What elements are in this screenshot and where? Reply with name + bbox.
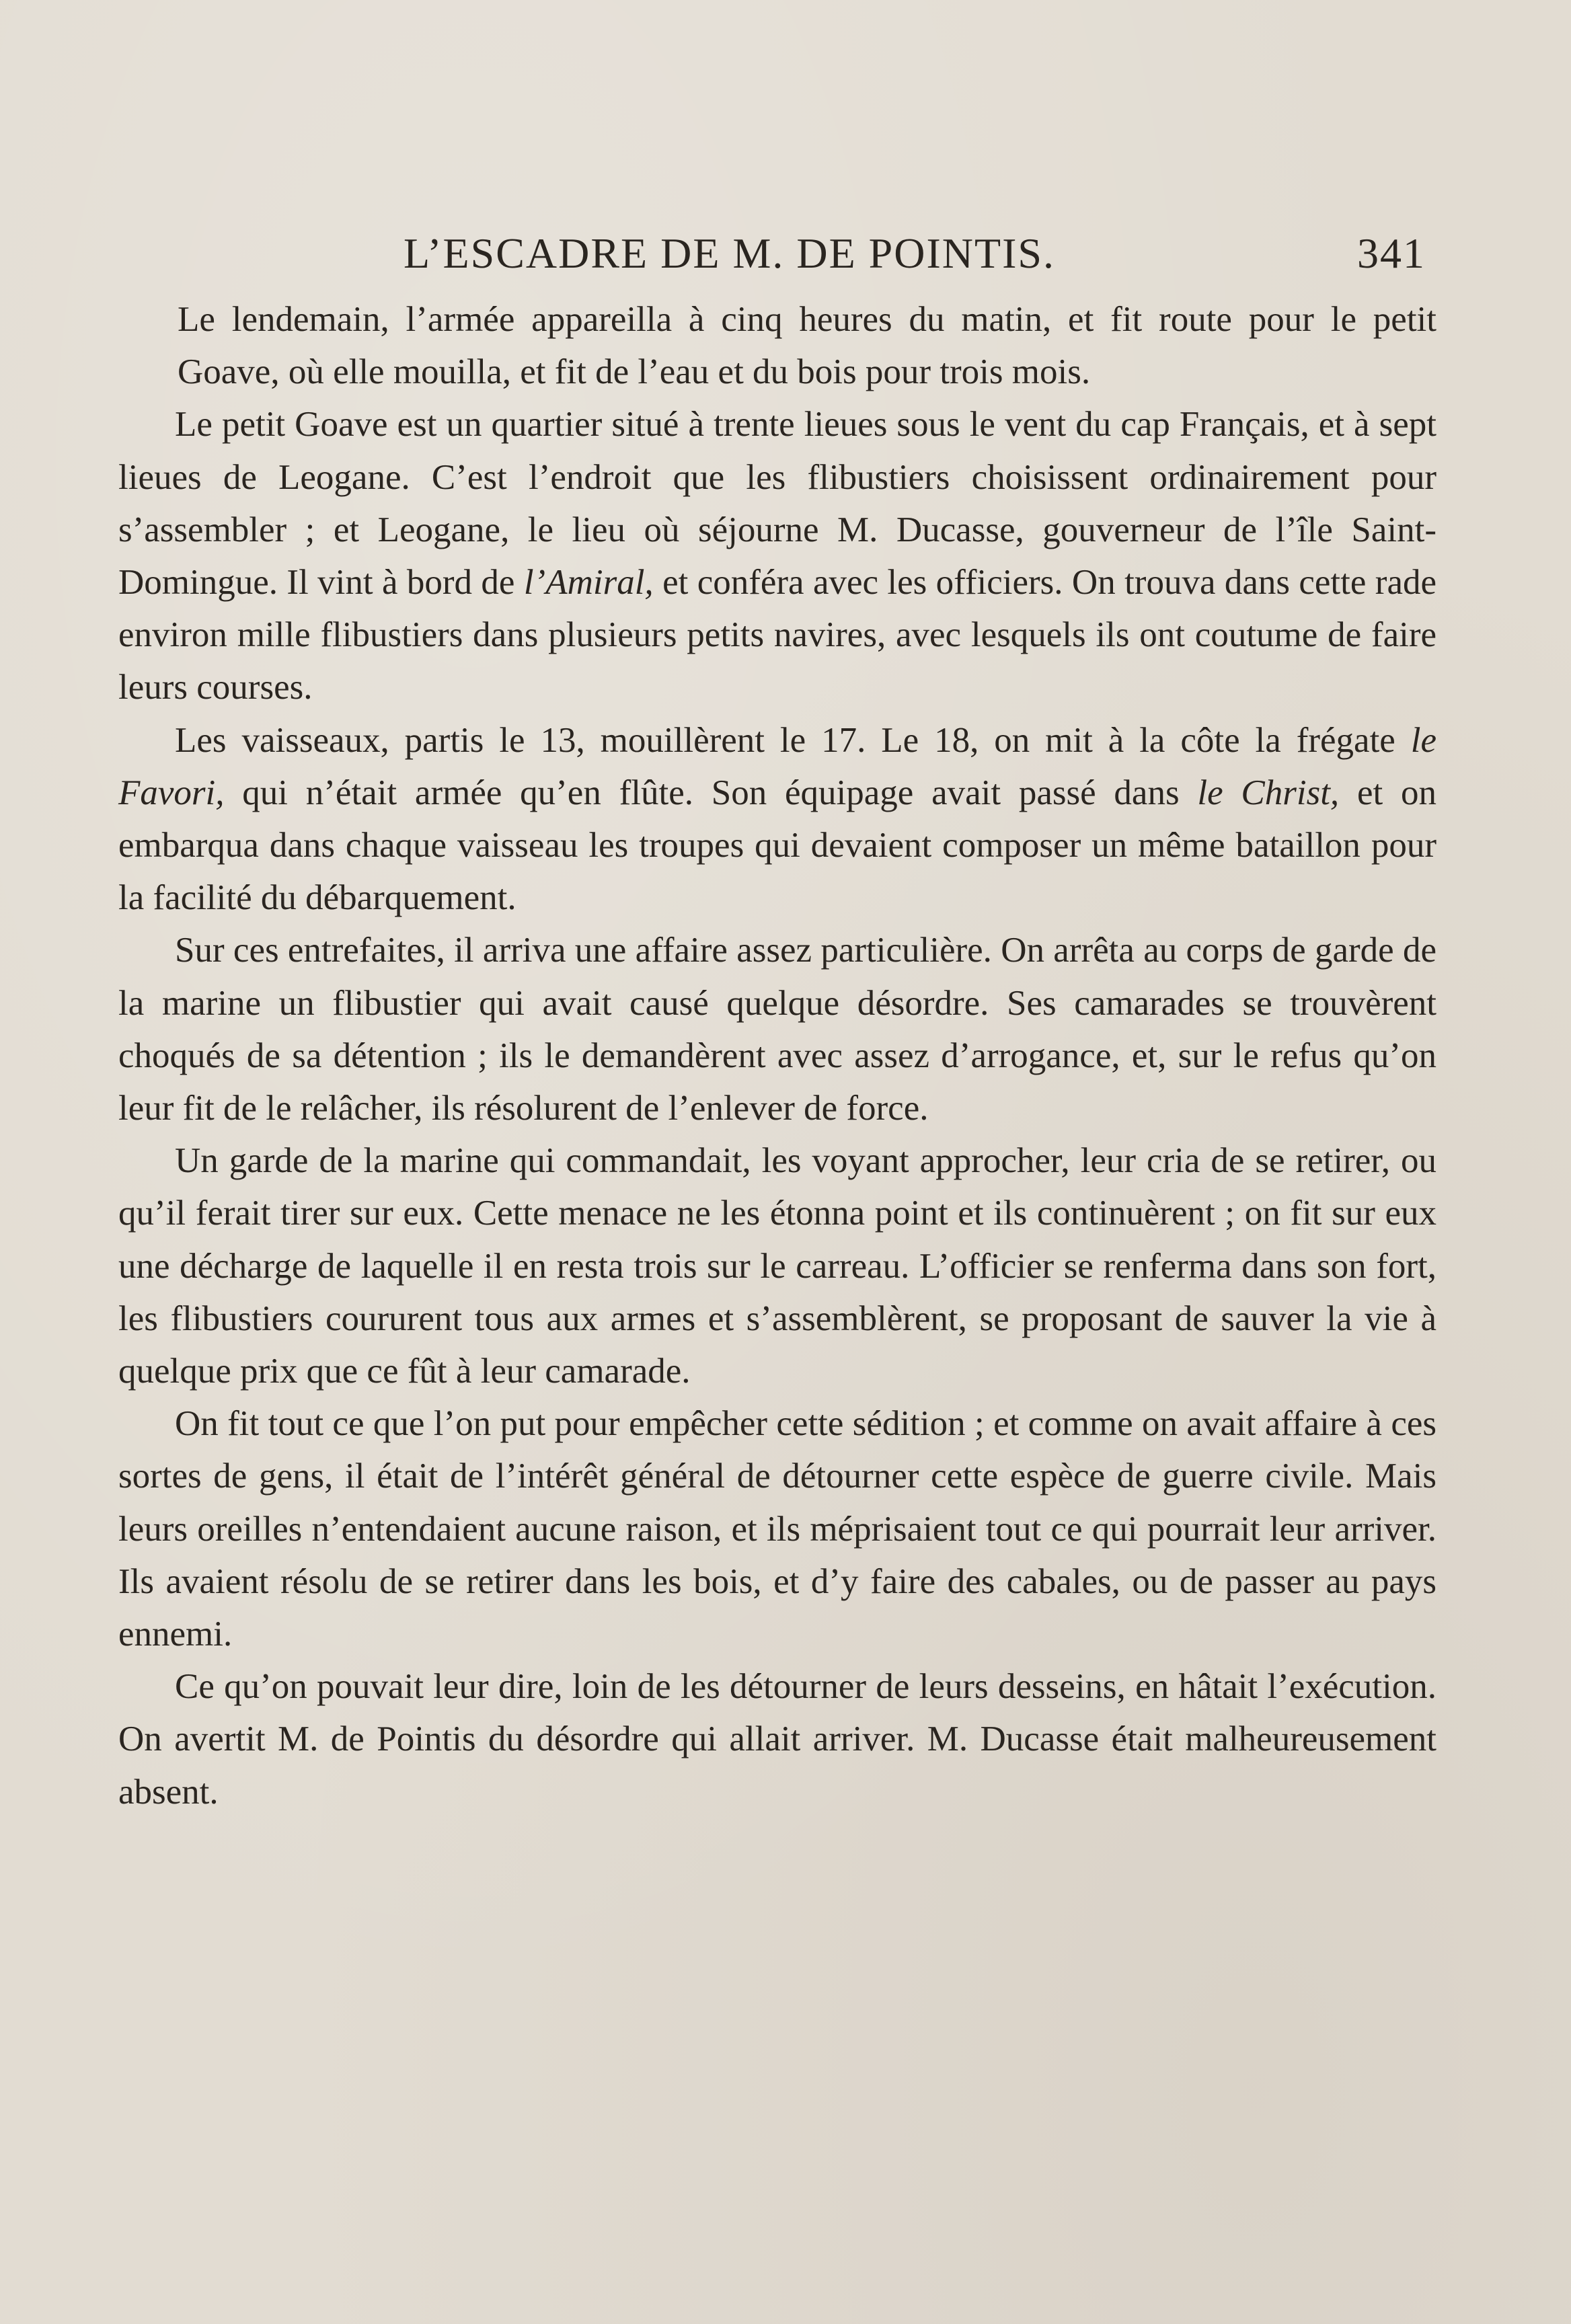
paragraph-6: On fit tout ce que l’on put pour empêcher cette sédition ; et comme on avait affaire à ces sortes de gens, il était de l’intérêt général de détourner cette espèce de guerre civile. Mais leurs oreilles n’entendaient aucune raison, et ils méprisaient tout ce qui pourrait leur arriver. Ils avaient résolu de se retirer dans les bois, et d’y faire des cabales, ou de passer au pays ennemi. (118, 1404, 1436, 1654)
running-header (404, 229, 1426, 289)
paragraph-2-italic: l’Amiral, (523, 563, 654, 603)
paragraph-1: Le lendemain, l’armée appareilla à cinq heures du matin, et fit route pour le petit Goave, où elle mouilla, et fit de l’eau et du bois pour trois mois. (178, 300, 1436, 392)
paragraph-3 (118, 714, 1436, 925)
paragraph-2 (118, 398, 1436, 713)
paragraph-3-text-b: qui n’était armée qu’en flûte. Son équipage avait passé dans (224, 773, 1198, 812)
page-number: 341 (1357, 229, 1426, 277)
paragraph-3-text-a: Les vaisseaux, partis le 13, mouillèrent le 17. Le 18, on mit à la côte la frégate (175, 720, 1411, 760)
paragraph-7: Ce qu’on pouvait leur dire, loin de les détourner de leurs desseins, en hâtait l’exécution. On avertit M. de Pointis du désordre qui allait arriver. M. Ducasse était malheureusement absent. (118, 1667, 1436, 1812)
paragraph-2-text-a: Le petit Goave est un quartier situé à trente lieues sous le vent du cap Français, et à sept lieues de Leogane. C’est l’endroit que les flibustiers choisissent ordinairement pour s’assembler ; et Leogane, le lieu où séjourne M. Ducasse, gouverneur de l’île Saint-Domingue. Il vint à bord de (118, 405, 1436, 603)
paragraph-2-text-b: et conféra avec les officiers. On trouva dans cette rade environ mille flibustiers dans plusieurs petits navires, avec lesquels ils ont coutume de faire leurs courses. (118, 563, 1436, 707)
page-body (118, 293, 1436, 1818)
paragraph-3-italic-2: le Christ, (1197, 773, 1340, 812)
paragraph-3-italic-1: le Favori, (118, 720, 1436, 812)
paragraph-5: Un garde de la marine qui commandait, les voyant approcher, leur cria de se retirer, ou qu’il ferait tirer sur eux. Cette menace ne les étonna point et ils continuèrent ; on fit sur eux une décharge de laquelle il en resta trois sur le carreau. L’officier se renferma dans son fort, les flibustiers coururent tous aux armes et s’assemblèrent, se proposant de sauver la vie à quelque prix que ce fût à leur camarade. (118, 1141, 1436, 1391)
paragraph-3-text-c: et on embarqua dans chaque vaisseau les troupes qui devaient composer un même bataillon pour la facilité du débarquement. (118, 773, 1436, 918)
running-title: L’ESCADRE DE M. DE POINTIS. (404, 229, 1055, 277)
paragraph-4: Sur ces entrefaites, il arriva une affaire assez particulière. On arrêta au corps de garde de la marine un flibustier qui avait causé quelque désordre. Ses camarades se trouvèrent choqués de sa détention ; ils le demandèrent avec assez d’arrogance, et, sur le refus qu’on leur fit de le relâcher, ils résolurent de l’enlever de force. (118, 931, 1436, 1128)
